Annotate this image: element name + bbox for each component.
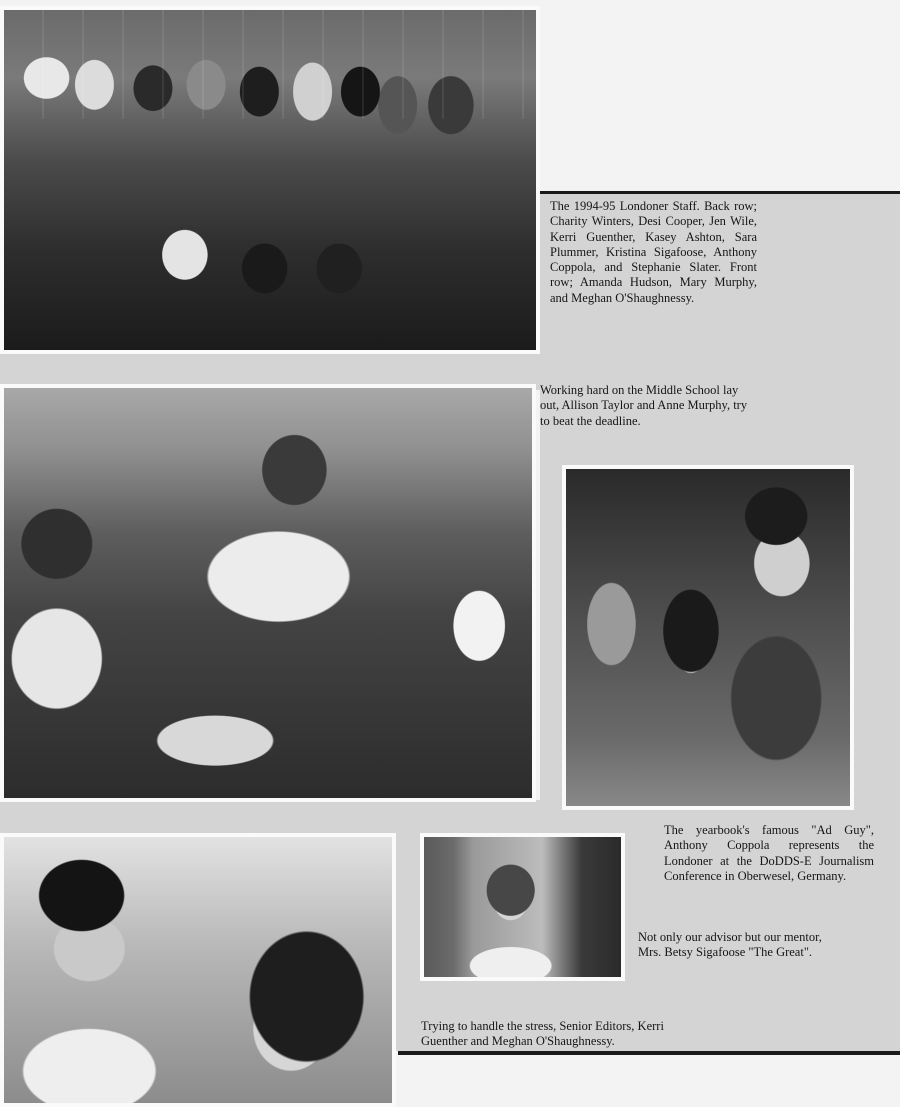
ad-guy-photo (562, 465, 854, 810)
staff-caption: The 1994-95 Londoner Staff. Back row; Charity Winters, Desi Cooper, Jen Wile, Kerri Guenther, Kasey Ashton, Sara Plummer, Kristina Sigafoose, Anthony Coppola, and Stephanie Slater. Front row; Amanda Hudson, Mary Murphy, and Meghan O'Shaughnessy. (550, 199, 757, 305)
advisor-caption: Not only our advisor but our mentor, Mrs. Betsy Sigafoose "The Great". (638, 930, 822, 960)
middle-school-layout-photo (0, 384, 536, 802)
senior-editors-caption: Trying to handle the stress, Senior Editors, Kerri Guenther and Meghan O'Shaughnessy. (421, 1019, 664, 1049)
bottom-rule (398, 1051, 900, 1055)
advisor-photo (420, 833, 625, 981)
ad-guy-caption: The yearbook's famous "Ad Guy", Anthony Coppola represents the Londoner at the DoDDS-E Journalism Conference in Oberwesel, Germany. (664, 823, 874, 883)
top-rule (540, 191, 900, 194)
senior-editors-photo (0, 833, 396, 1107)
staff-group-photo (0, 6, 540, 354)
middle-school-caption: Working hard on the Middle School lay out, Allison Taylor and Anne Murphy, try to beat the deadline. (540, 383, 748, 428)
